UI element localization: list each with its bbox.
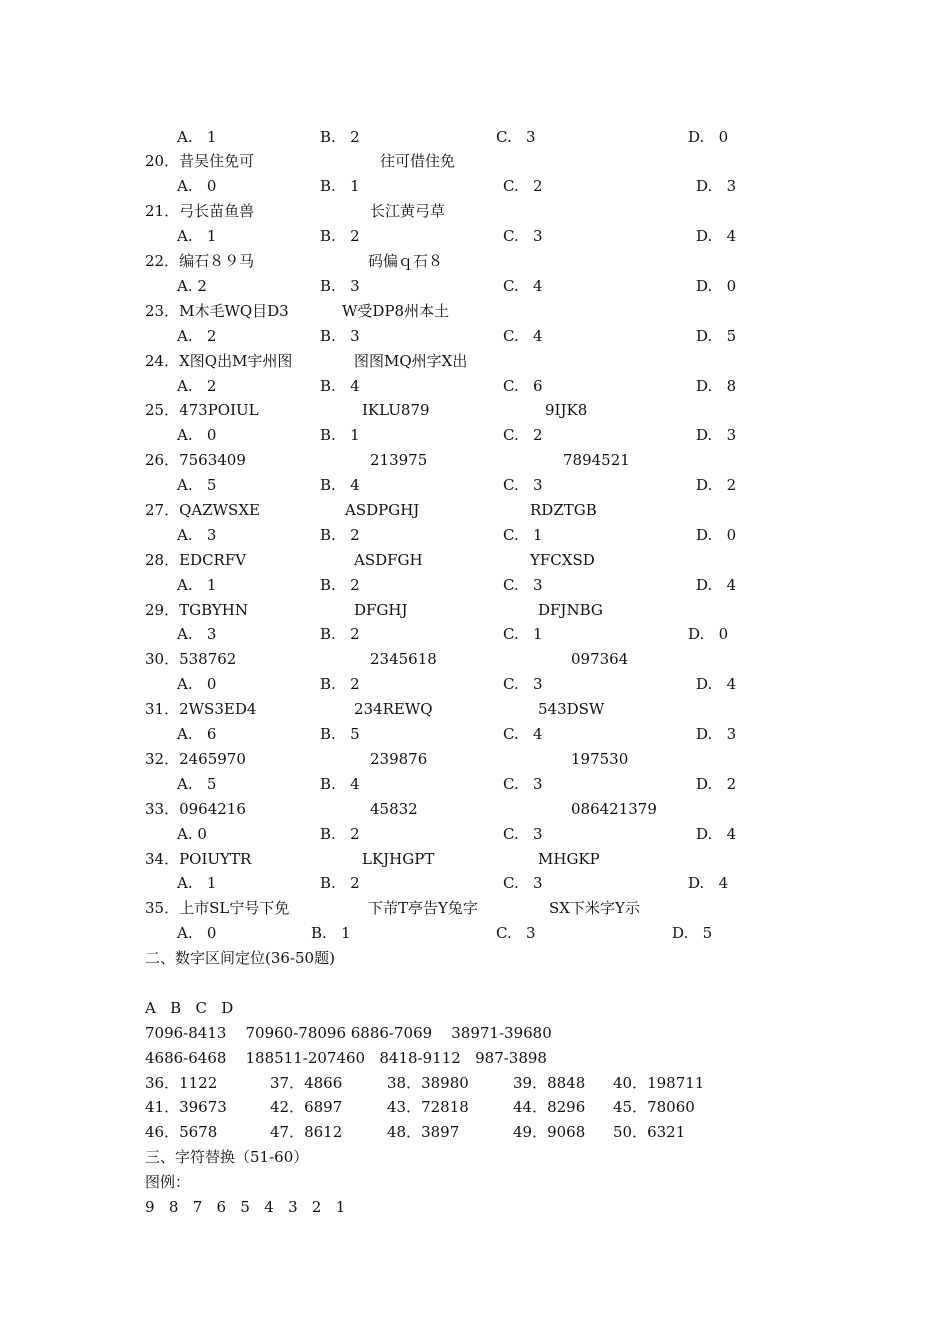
compare-string-2: 543DSW — [538, 700, 605, 718]
question-stem: 21．弓长苗鱼兽 — [145, 202, 255, 220]
question-stem: 35．上市SL宁号下免 — [145, 899, 290, 917]
options-row — [0, 225, 737, 247]
option-b: B. 1 — [320, 177, 360, 195]
option-c: C. 3 — [503, 874, 543, 892]
question-row — [0, 648, 629, 670]
compare-string-1: LKJHGPT — [362, 850, 435, 868]
option-a: A. 1 — [177, 874, 217, 892]
number-item: 44．8296 — [513, 1098, 586, 1116]
options-row — [0, 325, 737, 347]
option-d: D. 8 — [696, 377, 737, 395]
number-item: 45．78060 — [613, 1098, 695, 1116]
compare-string-2: 086421379 — [571, 800, 657, 818]
option-d: D. 3 — [696, 177, 737, 195]
compare-string-2: RDZTGB — [530, 501, 597, 519]
number-item: 40．198711 — [613, 1074, 705, 1092]
legend-label: 图例： — [145, 1173, 191, 1191]
number-item: 49．9068 — [513, 1123, 586, 1141]
option-b: B. 2 — [320, 227, 360, 245]
option-d: D. 5 — [672, 924, 713, 942]
question-stem: 29．TGBYHN — [145, 601, 248, 619]
number-items-row — [0, 1072, 705, 1094]
range-header-row — [0, 997, 234, 1019]
option-c: C. 3 — [503, 675, 543, 693]
section-heading — [0, 1146, 309, 1168]
option-c: C. 3 — [496, 128, 536, 146]
option-c: C. 3 — [496, 924, 536, 942]
question-stem: 31．2WS3ED4 — [145, 700, 257, 718]
option-b: B. 1 — [320, 426, 360, 444]
question-stem: 25．473POIUL — [145, 401, 259, 419]
compare-string-1: ASDPGHJ — [345, 501, 420, 519]
range-row-1: 7096-8413 70960-78096 6886-7069 38971-39680 — [145, 1024, 552, 1042]
question-stem: 24．X图Q出M宇州图 — [145, 352, 293, 370]
option-c: C. 4 — [503, 725, 543, 743]
options-row — [0, 175, 737, 197]
question-row — [0, 499, 597, 521]
question-row — [0, 350, 468, 372]
option-d: D. 2 — [696, 476, 737, 494]
question-row — [0, 698, 605, 720]
range-row — [0, 1022, 552, 1044]
option-b: B. 3 — [320, 277, 360, 295]
question-row — [0, 897, 640, 919]
number-items-row — [0, 1121, 686, 1143]
option-a: A. 2 — [177, 277, 207, 295]
question-row — [0, 549, 595, 571]
question-stem: 28．EDCRFV — [145, 551, 247, 569]
compare-string-2: 9IJK8 — [545, 401, 588, 419]
option-b: B. 3 — [320, 327, 360, 345]
option-c: C. 3 — [503, 775, 543, 793]
option-b: B. 2 — [320, 675, 360, 693]
option-a: A. 0 — [177, 825, 207, 843]
question-row — [0, 250, 444, 272]
options-row — [0, 375, 737, 397]
options-row — [0, 773, 737, 795]
section-heading — [0, 947, 335, 969]
option-c: C. 3 — [503, 227, 543, 245]
question-stem: 30．538762 — [145, 650, 237, 668]
compare-string-1: 239876 — [370, 750, 428, 768]
compare-string-1: W受DP8州本土 — [342, 302, 450, 320]
question-stem: 26．7563409 — [145, 451, 246, 469]
legend-digits: 9 8 7 6 5 4 3 2 1 — [145, 1198, 346, 1216]
question-row — [0, 399, 588, 421]
number-item: 36．1122 — [145, 1074, 218, 1092]
question-row — [0, 150, 456, 172]
option-b: B. 2 — [320, 526, 360, 544]
number-item: 50．6321 — [613, 1123, 686, 1141]
option-d: D. 4 — [696, 227, 737, 245]
option-d: D. 0 — [688, 625, 729, 643]
q19-options-row — [0, 126, 729, 148]
option-c: C. 4 — [503, 277, 543, 295]
option-a: A. 0 — [177, 675, 217, 693]
option-c: C. 1 — [503, 625, 543, 643]
range-header: A B C D — [145, 999, 234, 1017]
options-row — [0, 673, 737, 695]
options-row — [0, 275, 737, 297]
option-d: D. 4 — [696, 825, 737, 843]
compare-string-2: MHGKP — [538, 850, 600, 868]
number-item: 47．8612 — [270, 1123, 343, 1141]
option-b: B. 4 — [320, 775, 360, 793]
option-a: A. 5 — [177, 476, 217, 494]
option-b: B. 2 — [320, 874, 360, 892]
option-a: A. 6 — [177, 725, 217, 743]
number-item: 48．3897 — [387, 1123, 460, 1141]
option-d: D. 3 — [696, 426, 737, 444]
compare-string-2: YFCXSD — [530, 551, 595, 569]
compare-string-1: DFGHJ — [354, 601, 408, 619]
options-row — [0, 474, 737, 496]
option-b: B. 2 — [320, 825, 360, 843]
question-stem: 34．POIUYTR — [145, 850, 252, 868]
question-row — [0, 599, 603, 621]
option-d: D. 4 — [696, 576, 737, 594]
option-a: A. 2 — [177, 327, 217, 345]
option-a: A. 0 — [177, 924, 217, 942]
compare-string-1: 213975 — [370, 451, 428, 469]
legend-digits-row — [0, 1196, 346, 1218]
section-2-title: 二、数字区间定位(36-50题) — [145, 949, 335, 967]
compare-string-2: 097364 — [571, 650, 629, 668]
option-d: D. 3 — [696, 725, 737, 743]
option-a: A. 3 — [177, 625, 217, 643]
question-stem: 33．0964216 — [145, 800, 246, 818]
compare-string-1: 图图MQ州字X出 — [354, 352, 468, 370]
question-row — [0, 848, 600, 870]
option-b: B. 2 — [320, 576, 360, 594]
option-b: B. 4 — [320, 476, 360, 494]
options-row — [0, 872, 729, 894]
option-b: B. 2 — [320, 128, 360, 146]
compare-string-1: 234REWQ — [354, 700, 433, 718]
option-b: B. 2 — [320, 625, 360, 643]
option-a: A. 1 — [177, 128, 217, 146]
options-row — [0, 723, 737, 745]
option-a: A. 0 — [177, 177, 217, 195]
option-a: A. 3 — [177, 526, 217, 544]
option-d: D. 2 — [696, 775, 737, 793]
compare-string-2: 197530 — [571, 750, 629, 768]
question-row — [0, 200, 446, 222]
option-d: D. 0 — [696, 526, 737, 544]
option-d: D. 4 — [688, 874, 729, 892]
compare-string-1: 2345618 — [370, 650, 437, 668]
option-b: B. 5 — [320, 725, 360, 743]
option-c: C. 2 — [503, 426, 543, 444]
range-row-2: 4686-6468 188511-207460 8418-9112 987-3898 — [145, 1049, 547, 1067]
compare-string-1: 码偏ｑ石８ — [368, 252, 444, 270]
option-c: C. 2 — [503, 177, 543, 195]
option-d: D. 5 — [696, 327, 737, 345]
question-row — [0, 748, 629, 770]
option-b: B. 4 — [320, 377, 360, 395]
option-c: C. 3 — [503, 476, 543, 494]
number-item: 43．72818 — [387, 1098, 469, 1116]
question-row — [0, 449, 630, 471]
number-item: 37．4866 — [270, 1074, 343, 1092]
option-c: C. 3 — [503, 576, 543, 594]
option-a: A. 5 — [177, 775, 217, 793]
option-b: B. 1 — [311, 924, 351, 942]
option-c: C. 6 — [503, 377, 543, 395]
question-row — [0, 300, 450, 322]
section-3-title: 三、字符替换（51-60） — [145, 1148, 309, 1166]
compare-string-2: SX下米字Y示 — [549, 899, 640, 917]
compare-string-2: DFJNBG — [538, 601, 603, 619]
compare-string-1: IKLU879 — [362, 401, 430, 419]
question-stem: 32．2465970 — [145, 750, 246, 768]
option-a: A. 1 — [177, 227, 217, 245]
question-stem: 22．编石８９马 — [145, 252, 255, 270]
option-a: A. 2 — [177, 377, 217, 395]
option-c: C. 4 — [503, 327, 543, 345]
option-a: A. 1 — [177, 576, 217, 594]
compare-string-1: ASDFGH — [354, 551, 423, 569]
compare-string-1: 下芾T亭告Y兔字 — [368, 899, 478, 917]
question-stem: 27．QAZWSXE — [145, 501, 260, 519]
compare-string-1: 长江黄弓草 — [370, 202, 446, 220]
legend-label-row — [0, 1171, 191, 1193]
option-c: C. 3 — [503, 825, 543, 843]
option-a: A. 0 — [177, 426, 217, 444]
question-stem: 20．昔吴住免可 — [145, 152, 255, 170]
option-d: D. 0 — [688, 128, 729, 146]
number-item: 38．38980 — [387, 1074, 469, 1092]
number-items-row — [0, 1096, 695, 1118]
number-item: 39．8848 — [513, 1074, 586, 1092]
options-row — [0, 623, 729, 645]
options-row — [0, 574, 737, 596]
options-row — [0, 922, 713, 944]
question-row — [0, 798, 657, 820]
range-row — [0, 1047, 547, 1069]
number-item: 41．39673 — [145, 1098, 227, 1116]
number-item: 46．5678 — [145, 1123, 218, 1141]
options-row — [0, 823, 737, 845]
compare-string-1: 45832 — [370, 800, 418, 818]
number-item: 42．6897 — [270, 1098, 343, 1116]
compare-string-2: 7894521 — [563, 451, 630, 469]
option-d: D. 0 — [696, 277, 737, 295]
question-stem: 23．M木毛WQ目D3 — [145, 302, 289, 320]
option-c: C. 1 — [503, 526, 543, 544]
options-row — [0, 524, 737, 546]
compare-string-1: 往可借住免 — [380, 152, 456, 170]
option-d: D. 4 — [696, 675, 737, 693]
options-row — [0, 424, 737, 446]
